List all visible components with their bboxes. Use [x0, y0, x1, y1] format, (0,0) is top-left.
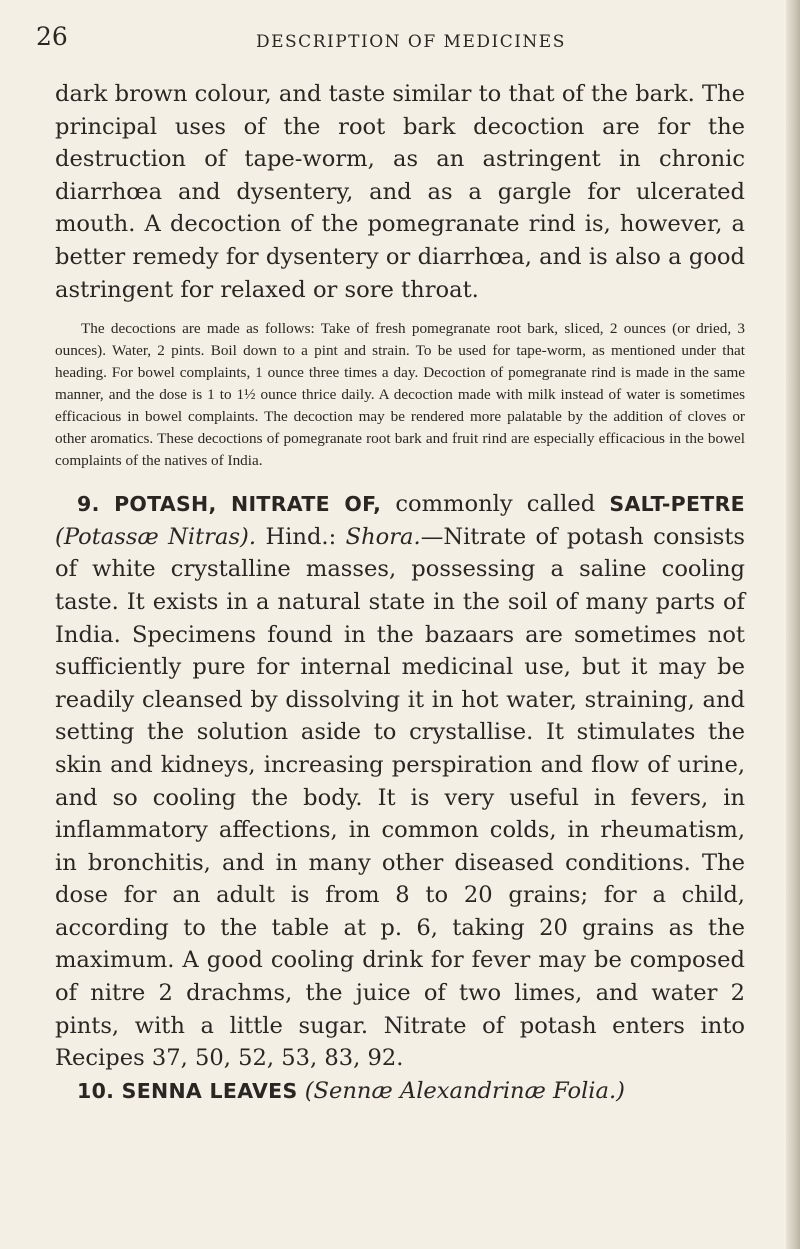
- page-number: 26: [36, 22, 68, 51]
- page-body: [55, 78, 745, 1107]
- hindi-name: Shora.: [345, 523, 421, 550]
- page-header: [36, 22, 740, 54]
- paragraph-decoction-recipe: The decoctions are made as follows: Take of fresh pomegranate root bark, sliced, 2 ounces (or dried, 3 ounces). Water, 2 pints. Boil down to a pint and strain. To be used for tape-worm, as mentioned under that heading. For bowel complaints, 1 ounce three times a day. Decoction of pomegranate rind is made in the same manner, and the dose is 1 to 1½ ounce thrice daily. A decoction made with milk instead of water is sometimes efficacious in bowel complaints. The decoction may be rendered more palatable by the addition of cloves or other aromatics. These decoctions of pomegranate root bark and fruit rind are especially efficacious in the bowel complaints of the natives of India.: [55, 320, 745, 470]
- section-heading-senna: 10. SENNA LEAVES: [77, 1078, 298, 1103]
- section-senna-leaves: [55, 1075, 745, 1108]
- section-heading-cont: commonly called: [381, 491, 610, 518]
- hindi-label: Hind.:: [256, 523, 346, 550]
- paragraph-pomegranate-uses: dark brown colour, and taste similar to that of the bark. The principal uses of the root bark decoction are for the destruction of tape-worm, as an astringent in chronic diarrhœa and dysentery, and as a gargle for ulcerated mouth. A decoction of the pomegranate rind is, however, a better remedy for dysentery or diarrhœa, and is also a good astringent for relaxed or sore throat.: [55, 81, 745, 303]
- latin-name-potash: (Potassæ Nitras).: [55, 523, 257, 550]
- section-heading-saltpetre: SALT-PETRE: [609, 492, 745, 517]
- latin-name-senna: (Sennæ Alexandrinæ Folia.): [304, 1077, 625, 1104]
- section-potash-nitrate: [55, 488, 745, 1075]
- book-spine-edge: [786, 0, 800, 1249]
- running-title: DESCRIPTION OF MEDICINES: [256, 32, 566, 52]
- section-body-potash: —Nitrate of potash consists of white crystalline masses, possessing a saline cooling taste. It exists in a natural state in the soil of many parts of India. Specimens found in the bazaars are sometimes not sufficiently pure for internal medicinal use, but it may be readily cleansed by dissolving it in hot water, straining, and setting the solution aside to crystallise. It stimulates the skin and kidneys, increasing perspiration and flow of urine, and so cooling the body. It is very useful in fevers, in inflammatory affections, in common colds, in rheumatism, in bronchitis, and in many other diseased conditions. The dose for an adult is from 8 to 20 grains; for a child, according to the table at p. 6, taking 20 grains as the maximum. A good cooling drink for fever may be composed of nitre 2 drachms, the juice of two limes, and water 2 pints, with a little sugar. Nitrate of potash enters into Recipes 37, 50, 52, 53, 83, 92.: [55, 523, 745, 1072]
- section-heading-potash: 9. POTASH, NITRATE OF,: [77, 492, 382, 517]
